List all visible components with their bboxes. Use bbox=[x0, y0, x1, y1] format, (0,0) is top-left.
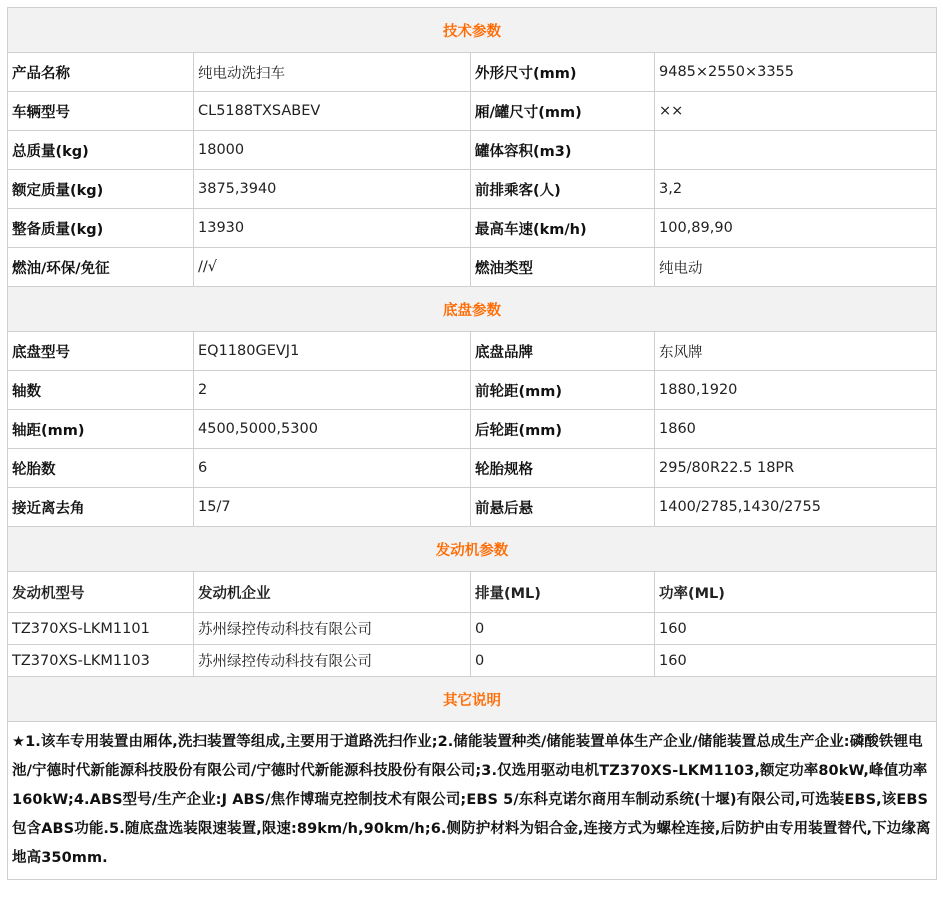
label-cell: 车辆型号 bbox=[8, 92, 194, 131]
label-cell: 轮胎规格 bbox=[471, 449, 655, 488]
value-cell: 东风牌 bbox=[655, 332, 937, 371]
value-cell: 纯电动洗扫车 bbox=[194, 53, 471, 92]
label-cell: 最高车速(km/h) bbox=[471, 209, 655, 248]
label-cell: 底盘型号 bbox=[8, 332, 194, 371]
table-row bbox=[8, 410, 937, 449]
value-cell: 18000 bbox=[194, 131, 471, 170]
table-row bbox=[8, 248, 937, 287]
column-header: 排量(ML) bbox=[471, 572, 655, 613]
notes-text: ★1.该车专用装置由厢体,洗扫装置等组成,主要用于道路洗扫作业;2.储能装置种类/储能装置单体生产企业/储能装置总成生产企业:磷酸铁锂电池/宁德时代新能源科技股份有限公司/宁德时代新能源科技股份有限公司;3.仅选用驱动电机TZ370XS-LKM1103,额定功率80kW,峰值功率160kW;4.ABS型号/生产企业:J ABS/焦作博瑞克控制技术有限公司;EBS 5/东科克诺尔商用车制动系统(十堰)有限公司,可选装EBS,该EBS包含ABS功能.5.随底盘选装限速装置,限速:89km/h,90km/h;6.侧防护材料为铝合金,连接方式为螺栓连接,后防护由专用装置替代,下边缘离地高350mm. bbox=[8, 722, 937, 880]
label-cell: 总质量(kg) bbox=[8, 131, 194, 170]
table-row bbox=[8, 371, 937, 410]
value-cell: 13930 bbox=[194, 209, 471, 248]
label-cell: 轴距(mm) bbox=[8, 410, 194, 449]
engine-model-cell: TZ370XS-LKM1101 bbox=[8, 613, 194, 645]
value-cell: 纯电动 bbox=[655, 248, 937, 287]
column-header: 功率(ML) bbox=[655, 572, 937, 613]
engine-model-cell: TZ370XS-LKM1103 bbox=[8, 645, 194, 677]
value-cell bbox=[655, 131, 937, 170]
section-header-chassis bbox=[8, 287, 937, 332]
engine-row bbox=[8, 645, 937, 677]
label-cell: 燃油类型 bbox=[471, 248, 655, 287]
value-cell: 2 bbox=[194, 371, 471, 410]
value-cell: 1880,1920 bbox=[655, 371, 937, 410]
label-cell: 罐体容积(m3) bbox=[471, 131, 655, 170]
label-cell: 燃油/环保/免征 bbox=[8, 248, 194, 287]
table-row bbox=[8, 209, 937, 248]
value-cell: 100,89,90 bbox=[655, 209, 937, 248]
table-row bbox=[8, 170, 937, 209]
table-row bbox=[8, 449, 937, 488]
engine-row bbox=[8, 613, 937, 645]
label-cell: 额定质量(kg) bbox=[8, 170, 194, 209]
engine-maker-cell: 苏州绿控传动科技有限公司 bbox=[194, 613, 471, 645]
spec-table bbox=[7, 7, 937, 880]
table-row bbox=[8, 53, 937, 92]
value-cell: ×× bbox=[655, 92, 937, 131]
engine-maker-cell: 苏州绿控传动科技有限公司 bbox=[194, 645, 471, 677]
section-header-other bbox=[8, 677, 937, 722]
section-title: 其它说明 bbox=[8, 677, 937, 722]
value-cell: CL5188TXSABEV bbox=[194, 92, 471, 131]
value-cell: 295/80R22.5 18PR bbox=[655, 449, 937, 488]
label-cell: 前悬后悬 bbox=[471, 488, 655, 527]
label-cell: 整备质量(kg) bbox=[8, 209, 194, 248]
value-cell: //√ bbox=[194, 248, 471, 287]
section-title: 底盘参数 bbox=[8, 287, 937, 332]
power-cell: 160 bbox=[655, 613, 937, 645]
column-header: 发动机型号 bbox=[8, 572, 194, 613]
value-cell: 15/7 bbox=[194, 488, 471, 527]
section-title: 发动机参数 bbox=[8, 527, 937, 572]
displacement-cell: 0 bbox=[471, 645, 655, 677]
value-cell: 3,2 bbox=[655, 170, 937, 209]
value-cell: 1860 bbox=[655, 410, 937, 449]
value-cell: 9485×2550×3355 bbox=[655, 53, 937, 92]
table-row bbox=[8, 332, 937, 371]
label-cell: 底盘品牌 bbox=[471, 332, 655, 371]
spec-sheet bbox=[7, 7, 936, 880]
label-cell: 后轮距(mm) bbox=[471, 410, 655, 449]
section-title: 技术参数 bbox=[8, 8, 937, 53]
label-cell: 厢/罐尺寸(mm) bbox=[471, 92, 655, 131]
value-cell: EQ1180GEVJ1 bbox=[194, 332, 471, 371]
value-cell: 3875,3940 bbox=[194, 170, 471, 209]
label-cell: 轮胎数 bbox=[8, 449, 194, 488]
value-cell: 6 bbox=[194, 449, 471, 488]
power-cell: 160 bbox=[655, 645, 937, 677]
value-cell: 4500,5000,5300 bbox=[194, 410, 471, 449]
label-cell: 轴数 bbox=[8, 371, 194, 410]
table-row bbox=[8, 488, 937, 527]
column-header: 发动机企业 bbox=[194, 572, 471, 613]
label-cell: 前轮距(mm) bbox=[471, 371, 655, 410]
label-cell: 产品名称 bbox=[8, 53, 194, 92]
value-cell: 1400/2785,1430/2755 bbox=[655, 488, 937, 527]
label-cell: 接近离去角 bbox=[8, 488, 194, 527]
displacement-cell: 0 bbox=[471, 613, 655, 645]
table-row bbox=[8, 92, 937, 131]
label-cell: 外形尺寸(mm) bbox=[471, 53, 655, 92]
table-row bbox=[8, 131, 937, 170]
section-header-tech bbox=[8, 8, 937, 53]
section-header-engine bbox=[8, 527, 937, 572]
engine-header-row bbox=[8, 572, 937, 613]
notes-row bbox=[8, 722, 937, 880]
label-cell: 前排乘客(人) bbox=[471, 170, 655, 209]
